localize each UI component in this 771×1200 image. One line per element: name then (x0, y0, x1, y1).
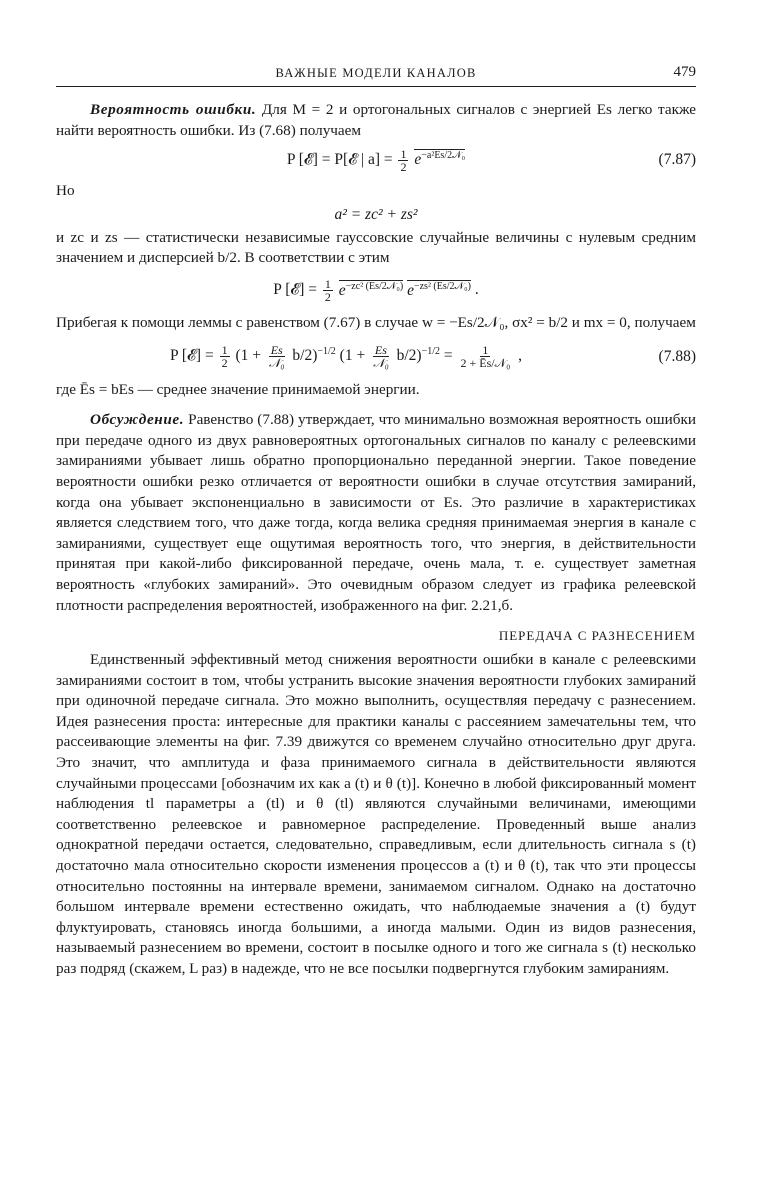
equation-a-squared (56, 202, 696, 228)
equals-sign: = (443, 347, 457, 365)
denominator: 2 (324, 290, 331, 305)
denominator: 2 + Ēs/𝒩₀ (460, 356, 511, 371)
factor-1-close: b/2) (288, 347, 318, 365)
denominator: 𝒩₀ (268, 356, 285, 371)
lead-discussion: Обсуждение. (90, 411, 185, 429)
equation-lhs: P [𝓔] = (169, 347, 218, 365)
equation-lhs: P [𝓔] = (273, 281, 321, 299)
paragraph-text: Для M = 2 и ортогональных сигналов с энергией Es легко также найти вероятность ошибки. Из (7.68) получаем (56, 101, 696, 139)
fraction-result (459, 344, 513, 369)
paragraph-discussion (56, 410, 696, 616)
paragraph-text: Равенство (7.88) утверждает, что минимально возможная вероятность ошибки при передаче одного из двух равновероятных ортогональных сигналов по каналу с релеевскими замираниями убывает лишь обратно пропорционально переданной энергии. Такое поведение вероятности ошибки резко отличается от вероятности ошибки в случае отсутствия замираний, когда она убывает экспоненциально в зависимости от Es. Это различие в характеристиках является следствием того, что даже тогда, когда велика средняя принимаемая энергия в канале с замираниями, существует еще ощутимая вероятность того, что энергия, в действительности принятая при какой-либо фиксированной передаче, очень мала, т. е. существует заметная вероятность «глубоких замираний». Это очевидным образом следует из графика релеевской плотности распределения вероятностей, изображенного на фиг. 2.21,б. (56, 411, 696, 614)
fraction-es-n0 (267, 344, 287, 369)
denominator: 𝒩₀ (373, 356, 389, 371)
exponent: −zs² (Es/2𝒩₀) (413, 280, 471, 292)
numerator: Es (270, 343, 283, 358)
equation-body: P [𝓔] = $\frac{1}{2}$ (1 + $\frac{Es}{\text{𝒩₀}}$ b/2)$^{-1/2}$ (1 + $\frac{Es}{\text{𝒩₀}}$ b/2)$^{-1/2}$ = $\frac{1}{\text{2 + Ēs/𝒩₀}}$ , (169, 343, 523, 371)
exponent: −a²Es/2𝒩₀ (421, 149, 466, 161)
factor-1-open: (1 + (235, 347, 265, 365)
page-number: 479 (673, 64, 696, 80)
header-title: ВАЖНЫЕ МОДЕЛИ КАНАЛОВ (275, 66, 477, 80)
word-but: Но (56, 182, 75, 200)
paragraph-gaussian: и zc и zs — статистически независимые гауссовские случайные величины с нулевым средним значением и дисперсией b/2. В соответствии с этим (56, 228, 696, 267)
numerator: 1 (482, 343, 489, 358)
equation-7-87 (56, 141, 696, 179)
numerator: 1 (221, 343, 228, 358)
equation-body (273, 278, 478, 303)
numerator: Es (374, 343, 387, 358)
section-heading-diversity: ПЕРЕДАЧА С РАЗНЕСЕНИЕМ (498, 628, 696, 644)
overline-term-1 (339, 280, 403, 299)
paragraph-diversity: Единственный эффективный метод снижения вероятности ошибки в канале с релеевскими замираниями состоит в том, чтобы устранить высокие значения вероятности глубоких замираний при одиночной передаче сигнала. Это можно выполнить, осуществляя передачу с разнесением. Идея разнесения проста: интересные для практики каналы с рассеянием замечательны тем, что рассеивающие элементы на фиг. 7.39 движутся со временем случайно относительно друг друга. Это значит, что амплитуда и фаза принимаемого сигнала в действительности являются случайными процессами [обозначим их как a (t) и θ (t)]. Конечно в любой фиксированный момент наблюдения tl параметры a (tl) и θ (tl) являются случайными величинами, имеющими соответственно релеевское и равномерное распределение. Проведенный выше анализ однократной передачи остается, следовательно, справедливым, если длительность сигнала s (t) достаточно мала относительно скорости изменения процессов a (t) и θ (t), так что эти процессы относительно постоянны на интервале времени, занимаемом сигналом. Однако на достаточно большом интервале времени естественно ожидать, что наблюдаемые значения a (t) будут флуктуировать, становясь иногда большими, а иногда малыми. Один из видов разнесения, называемый разнесением во времени, состоит в посылке одного и того же сигнала s (t) несколько раз подряд (скажем, L раз) в надежде, что не все посылки подвергнутся глубоким замираниям. (56, 651, 696, 977)
exp-base: e (414, 150, 422, 168)
equation-lhs: P [𝓔] = P[𝓔 | a] = (286, 150, 397, 168)
exponent: −zc² (Es/2𝒩₀) (345, 280, 404, 292)
numerator: 1 (324, 277, 331, 292)
equation-number: (7.87) (658, 151, 696, 169)
paragraph-error-probability (56, 100, 696, 141)
running-header (56, 62, 696, 88)
factor-2-open: (1 + (339, 347, 370, 365)
numerator: 1 (400, 146, 407, 161)
equation-7-88 (56, 334, 696, 380)
lead-error-probability: Вероятность ошибки. (90, 101, 257, 118)
power-1: −1/2 (317, 345, 336, 357)
fraction-es-n0 (371, 344, 391, 369)
equation-body (287, 148, 465, 173)
denominator: 2 (400, 159, 407, 174)
exp-base: e (407, 281, 414, 299)
equation-number: (7.88) (658, 347, 696, 365)
paragraph-mean-energy: где Ēs = bEs — среднее значение принимаемой энергии. (56, 380, 420, 398)
fraction-half (323, 278, 333, 303)
factor-2-close: b/2) (392, 347, 422, 365)
denominator: 2 (221, 356, 228, 371)
equation-period: . (474, 281, 479, 299)
overline-expression (414, 149, 465, 168)
header-rule (56, 86, 696, 87)
equation-product (56, 269, 696, 313)
fraction-half (220, 344, 230, 369)
page (56, 62, 696, 980)
fraction-half (398, 148, 408, 173)
power-2: −1/2 (421, 345, 441, 357)
overline-term-2 (407, 280, 471, 299)
exp-base: e (338, 281, 346, 299)
paragraph-lemma: Прибегая к помощи леммы с равенством (7.67) в случае w = −Es/2𝒩₀, σx² = b/2 и mx = 0, получаем (56, 313, 696, 331)
equation-body: a² = zc² + zs² (334, 205, 418, 223)
